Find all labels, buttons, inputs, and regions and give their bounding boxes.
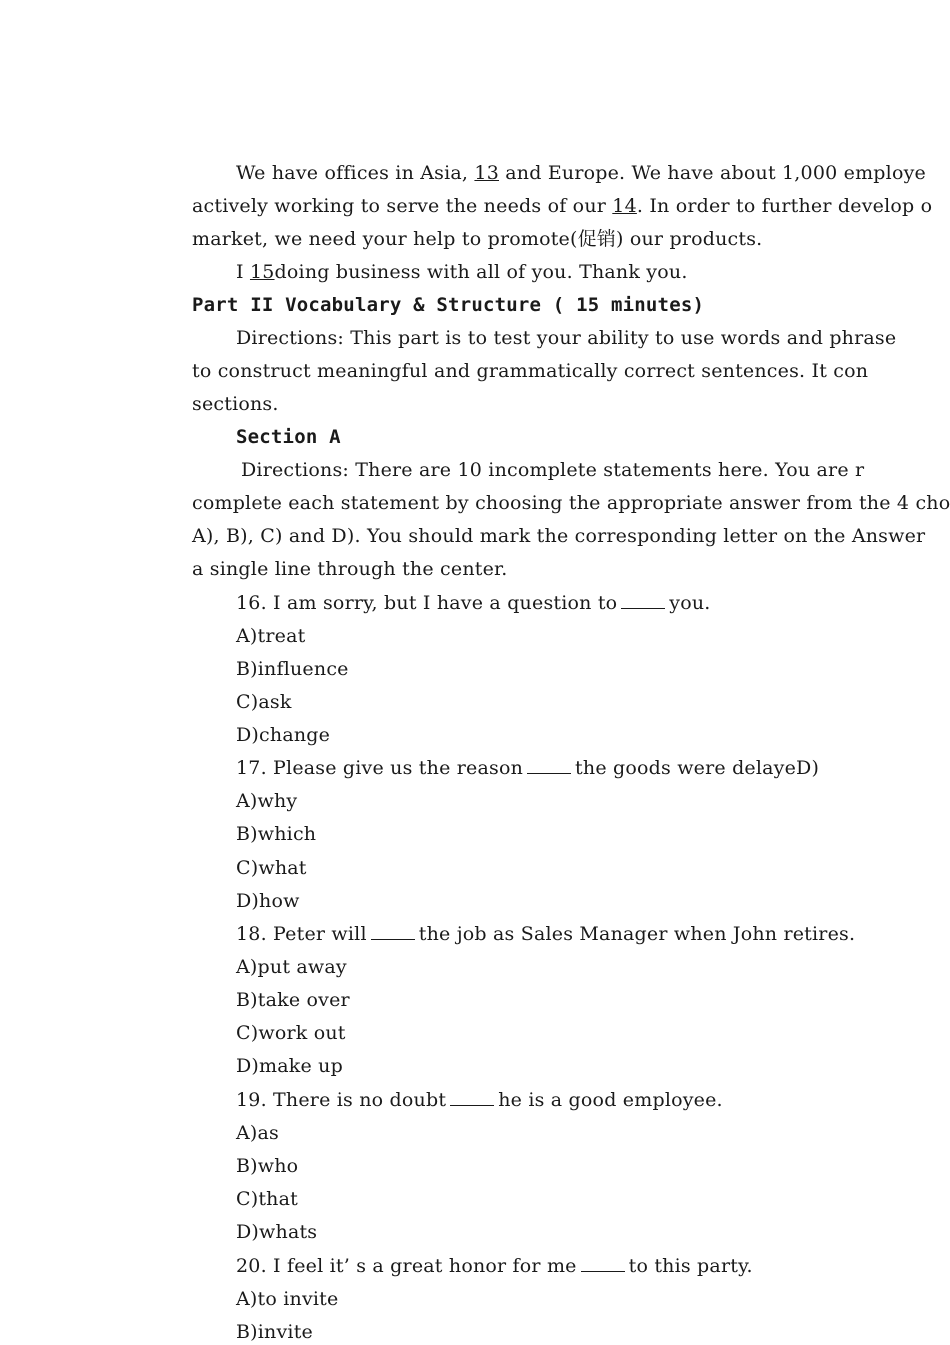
section-a-directions-4: a single line through the center. (192, 558, 508, 580)
answer-blank (621, 592, 665, 609)
blank-13: 13 (474, 162, 499, 184)
part2-directions-1: Directions: This part is to test your ability to use words and phrase (236, 327, 897, 349)
section-a-directions-2: complete each statement by choosing the appropriate answer from the 4 cho (192, 492, 950, 514)
intro-line-3: market, we need your help to promote(促销) our products. (192, 228, 763, 250)
text: We have offices in Asia, (236, 162, 469, 184)
question-text: the job as Sales Manager when John retires. (418, 923, 856, 945)
question-text: you. (669, 592, 711, 614)
blank-15: 15 (249, 261, 275, 283)
intro-line-2 (192, 195, 932, 217)
question-text: 18. Peter will (236, 923, 367, 945)
answer-blank (581, 1255, 625, 1272)
option-17c: C)what (236, 857, 307, 879)
option-18b: B)take over (236, 989, 350, 1011)
section-a-heading: Section A (236, 426, 341, 448)
answer-blank (371, 923, 415, 940)
answer-blank (450, 1089, 494, 1106)
text: doing business with all of you. Thank you. (274, 261, 688, 283)
option-17d: D)how (236, 890, 300, 912)
option-19a: A)as (236, 1122, 280, 1144)
option-17b: B)which (236, 823, 317, 845)
question-16 (236, 592, 711, 614)
option-17a: A)why (236, 790, 298, 812)
question-text: 17. Please give us the reason (236, 757, 524, 779)
section-a-directions-3: A), B), C) and D). You should mark the corresponding letter on the Answer (192, 525, 926, 547)
option-18a: A)put away (236, 956, 347, 978)
option-16b: B)influence (236, 658, 349, 680)
question-text: 16. I am sorry, but I have a question to (236, 592, 618, 614)
question-text: 20. I feel it’ s a great honor for me (236, 1255, 577, 1277)
text: actively working to serve the needs of our (192, 195, 607, 217)
answer-blank (527, 757, 571, 774)
intro-line-1 (236, 162, 926, 184)
blank-14: 14 (612, 195, 637, 217)
text: and Europe. We have about 1,000 employe (505, 162, 926, 184)
part2-directions-3: sections. (192, 393, 279, 415)
option-18d: D)make up (236, 1055, 343, 1077)
question-text: to this party. (628, 1255, 753, 1277)
option-16d: D)change (236, 724, 331, 746)
question-text: 19. There is no doubt (236, 1089, 447, 1111)
question-19 (236, 1089, 723, 1111)
part2-heading: Part II Vocabulary & Structure ( 15 minutes) (192, 294, 705, 316)
question-18 (236, 923, 855, 945)
section-a-directions-1: Directions: There are 10 incomplete statements here. You are r (241, 459, 865, 481)
intro-line-4 (236, 261, 688, 283)
question-20 (236, 1255, 753, 1277)
option-16c: C)ask (236, 691, 292, 713)
option-19b: B)who (236, 1155, 299, 1177)
option-19d: D)whats (236, 1221, 318, 1243)
question-text: the goods were delayeD) (575, 757, 820, 779)
option-18c: C)work out (236, 1022, 346, 1044)
option-20a: A)to invite (236, 1288, 339, 1310)
option-20b: B)invite (236, 1321, 313, 1343)
option-16a: A)treat (236, 625, 306, 647)
question-17 (236, 757, 819, 779)
question-text: he is a good employee. (498, 1089, 723, 1111)
text: . In order to further develop o (636, 195, 933, 217)
part2-directions-2: to construct meaningful and grammatically correct sentences. It con (192, 360, 869, 382)
option-19c: C)that (236, 1188, 298, 1210)
text: I (236, 261, 244, 283)
